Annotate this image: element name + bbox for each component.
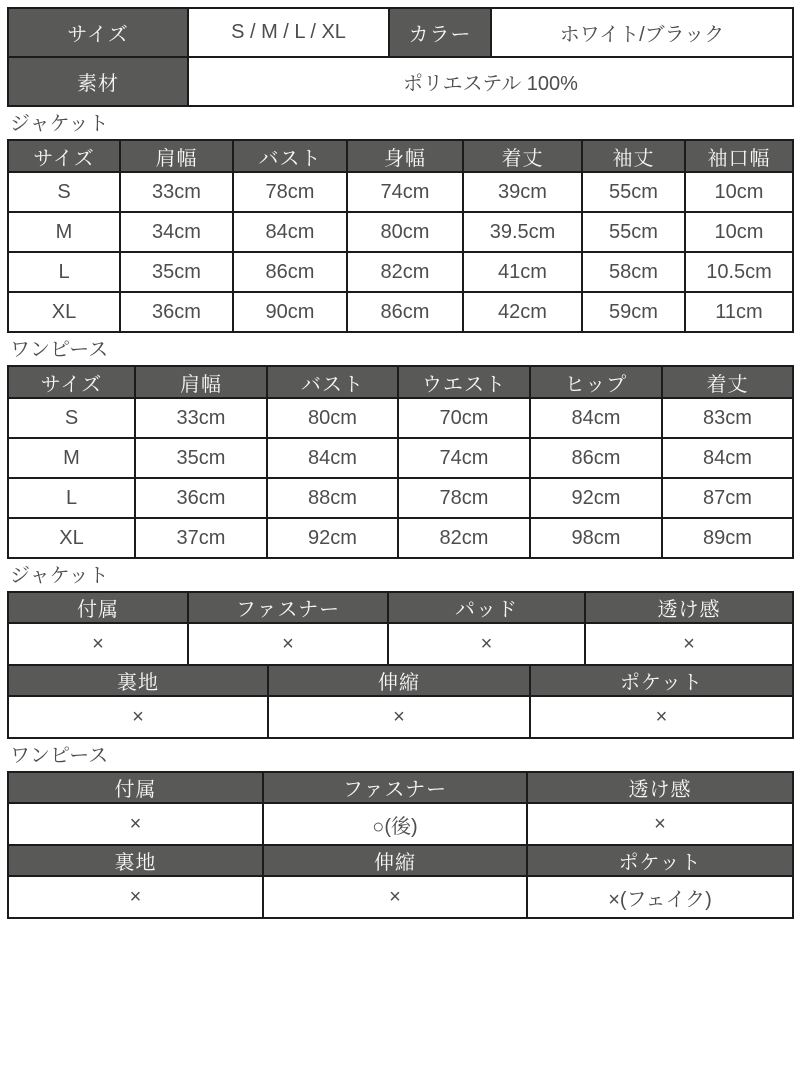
value-cell: 84cm (267, 438, 398, 478)
column-header-cell: サイズ (8, 366, 135, 398)
value-cell: 36cm (135, 478, 267, 518)
section-label-onepiece-detail: ワンピース (10, 745, 109, 767)
value-cell: 33cm (120, 172, 233, 212)
column-header-cell: ファスナー (188, 592, 388, 623)
table-row (8, 8, 793, 57)
value-cell: × (8, 803, 263, 845)
value-cell: × (388, 623, 585, 665)
value-cell: M (8, 438, 135, 478)
value-cell: 42cm (463, 292, 582, 332)
value-cell: 84cm (662, 438, 793, 478)
value-cell: 84cm (530, 398, 662, 438)
table-row (8, 252, 793, 292)
color-value-cell: ホワイト/ブラック (491, 8, 793, 57)
value-cell: 92cm (530, 478, 662, 518)
column-header-cell: バスト (267, 366, 398, 398)
value-cell: 10cm (685, 172, 793, 212)
table-row (8, 212, 793, 252)
jacket-detail-features-table (7, 591, 794, 666)
jacket-size-table (7, 139, 794, 333)
column-header-cell: バスト (233, 140, 347, 172)
value-cell: 82cm (347, 252, 463, 292)
value-cell: 80cm (347, 212, 463, 252)
column-header-cell: 着丈 (463, 140, 582, 172)
table-row (8, 172, 793, 212)
value-cell: 39cm (463, 172, 582, 212)
table-row (8, 803, 793, 845)
size-header-cell: サイズ (8, 8, 188, 57)
value-cell: × (8, 623, 188, 665)
value-cell: 86cm (233, 252, 347, 292)
section-label-onepiece-size: ワンピース (10, 339, 109, 361)
value-cell: × (530, 696, 793, 738)
value-cell: 55cm (582, 172, 685, 212)
value-cell: 89cm (662, 518, 793, 558)
value-cell: 82cm (398, 518, 530, 558)
value-cell: × (188, 623, 388, 665)
column-header-cell: 着丈 (662, 366, 793, 398)
section-label-jacket-size: ジャケット (10, 113, 109, 135)
header-row (8, 592, 793, 623)
value-cell: 41cm (463, 252, 582, 292)
column-header-cell: 身幅 (347, 140, 463, 172)
value-cell: 80cm (267, 398, 398, 438)
column-header-cell: ウエスト (398, 366, 530, 398)
column-header-cell: 透け感 (585, 592, 793, 623)
size-value-cell: S / M / L / XL (188, 8, 389, 57)
jacket-detail-extras-table (7, 664, 794, 739)
column-header-cell: 袖口幅 (685, 140, 793, 172)
value-cell: ×(フェイク) (527, 876, 793, 918)
value-cell: XL (8, 292, 120, 332)
value-cell: 83cm (662, 398, 793, 438)
header-row (8, 665, 793, 696)
header-row (8, 366, 793, 398)
header-row (8, 845, 793, 876)
value-cell: 34cm (120, 212, 233, 252)
color-header-cell: カラー (389, 8, 491, 57)
header-row (8, 772, 793, 803)
value-cell: 35cm (120, 252, 233, 292)
value-cell: × (585, 623, 793, 665)
column-header-cell: ポケット (527, 845, 793, 876)
value-cell: 11cm (685, 292, 793, 332)
table-row (8, 57, 793, 106)
header-row (8, 140, 793, 172)
value-cell: 78cm (398, 478, 530, 518)
column-header-cell: 肩幅 (120, 140, 233, 172)
material-header-cell: 素材 (8, 57, 188, 106)
value-cell: 36cm (120, 292, 233, 332)
value-cell: 37cm (135, 518, 267, 558)
column-header-cell: ポケット (530, 665, 793, 696)
value-cell: 88cm (267, 478, 398, 518)
summary-table (7, 7, 794, 107)
value-cell: XL (8, 518, 135, 558)
column-header-cell: ファスナー (263, 772, 527, 803)
table-row (8, 398, 793, 438)
section-label-jacket-detail: ジャケット (10, 565, 109, 587)
table-row (8, 696, 793, 738)
value-cell: 84cm (233, 212, 347, 252)
column-header-cell: サイズ (8, 140, 120, 172)
column-header-cell: 裏地 (8, 665, 268, 696)
value-cell: × (8, 696, 268, 738)
value-cell: 86cm (347, 292, 463, 332)
column-header-cell: 付属 (8, 592, 188, 623)
table-row (8, 518, 793, 558)
value-cell: 58cm (582, 252, 685, 292)
value-cell: 10.5cm (685, 252, 793, 292)
value-cell: M (8, 212, 120, 252)
column-header-cell: ヒップ (530, 366, 662, 398)
column-header-cell: 付属 (8, 772, 263, 803)
value-cell: 87cm (662, 478, 793, 518)
value-cell: 98cm (530, 518, 662, 558)
onepiece-detail-table (7, 771, 794, 919)
column-header-cell: 袖丈 (582, 140, 685, 172)
table-row (8, 438, 793, 478)
value-cell: 39.5cm (463, 212, 582, 252)
column-header-cell: 伸縮 (263, 845, 527, 876)
column-header-cell: 透け感 (527, 772, 793, 803)
value-cell: 86cm (530, 438, 662, 478)
column-header-cell: パッド (388, 592, 585, 623)
onepiece-size-table (7, 365, 794, 559)
table-row (8, 478, 793, 518)
value-cell: 59cm (582, 292, 685, 332)
table-row (8, 623, 793, 665)
value-cell: L (8, 252, 120, 292)
table-row (8, 292, 793, 332)
value-cell: × (268, 696, 530, 738)
value-cell: 90cm (233, 292, 347, 332)
value-cell: ○(後) (263, 803, 527, 845)
value-cell: 92cm (267, 518, 398, 558)
value-cell: 78cm (233, 172, 347, 212)
value-cell: 74cm (347, 172, 463, 212)
table-row (8, 876, 793, 918)
column-header-cell: 裏地 (8, 845, 263, 876)
value-cell: 55cm (582, 212, 685, 252)
value-cell: × (8, 876, 263, 918)
value-cell: L (8, 478, 135, 518)
value-cell: S (8, 172, 120, 212)
value-cell: 10cm (685, 212, 793, 252)
value-cell: S (8, 398, 135, 438)
value-cell: 74cm (398, 438, 530, 478)
material-value-cell: ポリエステル 100% (188, 57, 793, 106)
column-header-cell: 肩幅 (135, 366, 267, 398)
column-header-cell: 伸縮 (268, 665, 530, 696)
value-cell: 35cm (135, 438, 267, 478)
value-cell: 70cm (398, 398, 530, 438)
value-cell: × (263, 876, 527, 918)
value-cell: 33cm (135, 398, 267, 438)
value-cell: × (527, 803, 793, 845)
